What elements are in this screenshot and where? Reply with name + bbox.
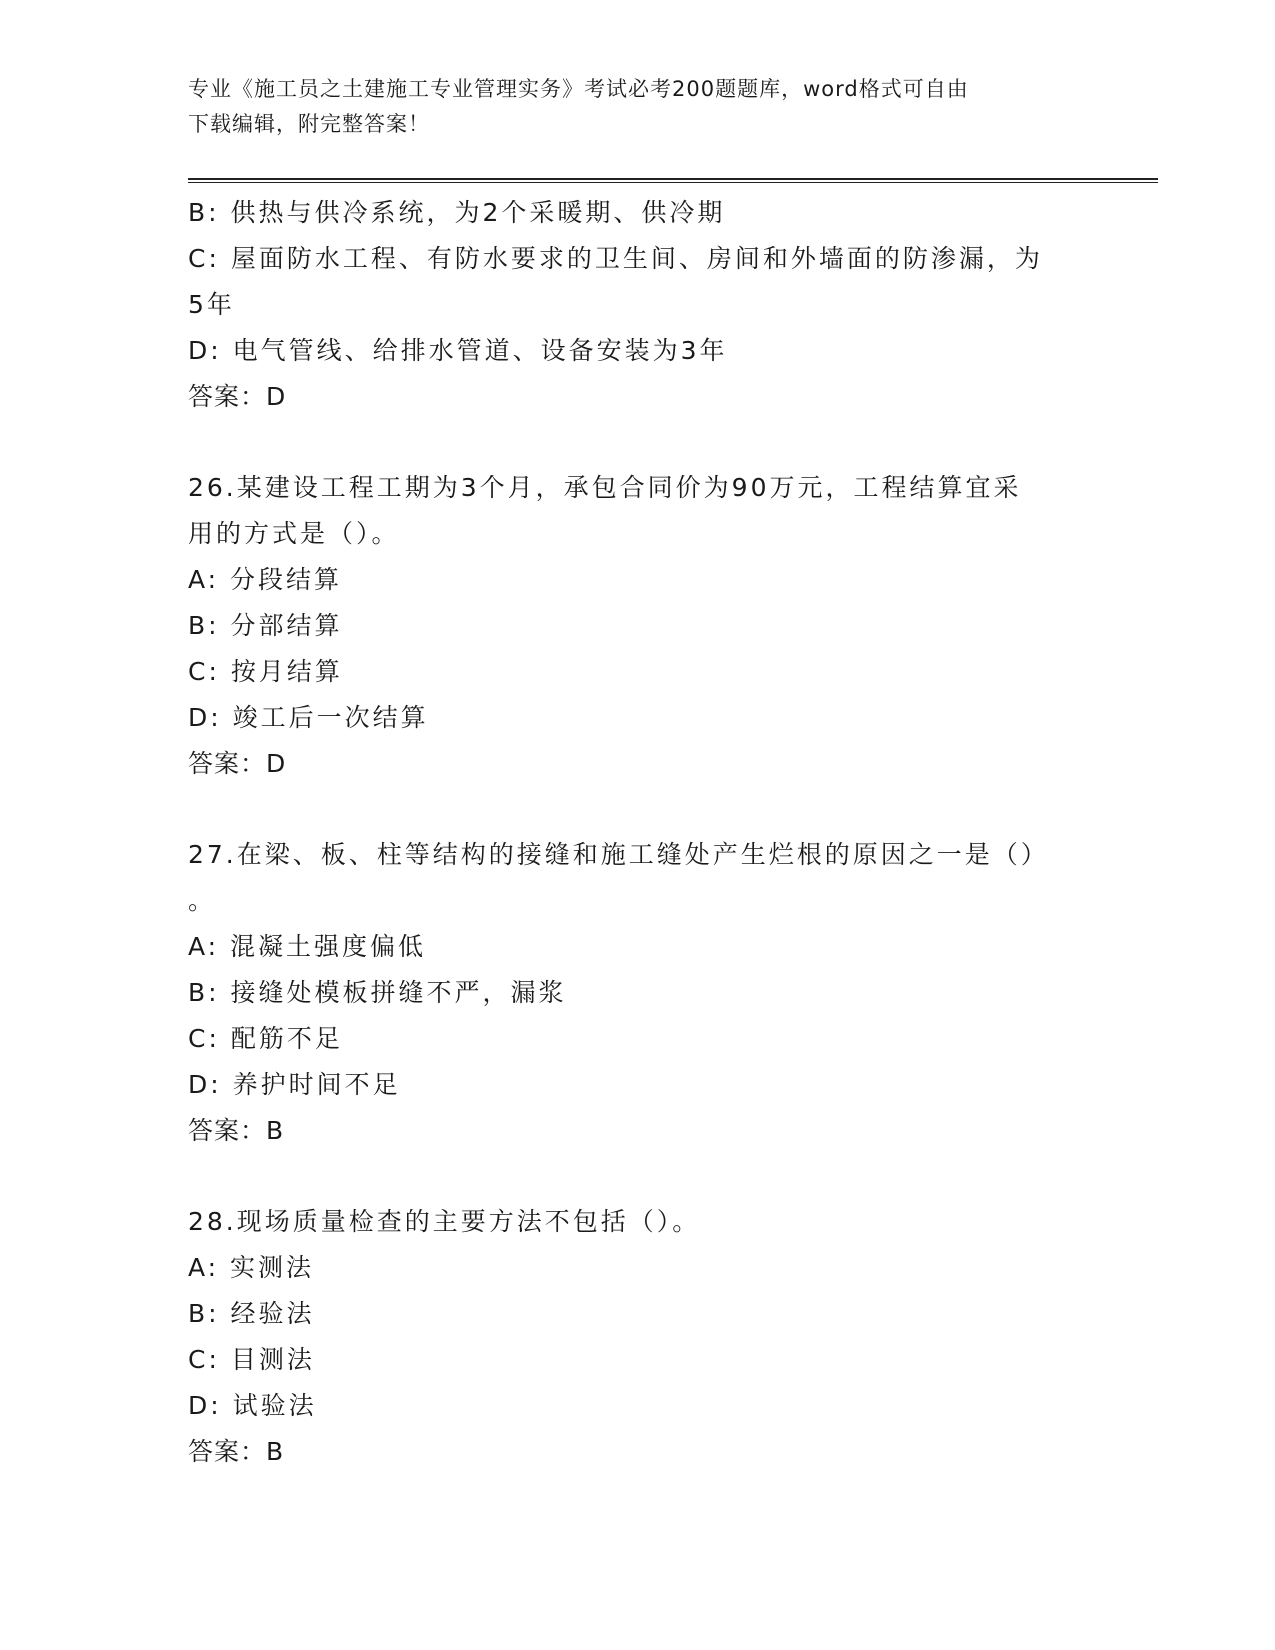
header-divider (188, 178, 1158, 183)
question-stem-line-1: 27.在梁、板、柱等结构的接缝和施工缝处产生烂根的原因之一是（） (188, 840, 1049, 869)
spacer (188, 787, 1088, 832)
option-d: D: 养护时间不足 (188, 1070, 401, 1099)
question-28 (188, 1199, 1088, 1475)
answer: 答案：D (188, 382, 287, 411)
header-title-line-1: 专业《施工员之土建施工专业管理实务》考试必考200题题库，word格式可自由 (188, 77, 969, 101)
question-stem-line-1: 28.现场质量检查的主要方法不包括（）。 (188, 1207, 701, 1236)
option-d: D: 电气管线、给排水管道、设备安装为3年 (188, 336, 728, 365)
option-a: A: 实测法 (188, 1253, 315, 1282)
question-27 (188, 832, 1088, 1154)
option-a: A: 混凝土强度偏低 (188, 932, 427, 961)
answer: 答案：B (188, 1437, 285, 1466)
option-b: B: 分部结算 (188, 611, 343, 640)
question-stem-line-1: 26.某建设工程工期为3个月，承包合同价为90万元，工程结算宜采 (188, 473, 1022, 502)
option-c-line-1: C: 屋面防水工程、有防水要求的卫生间、房间和外墙面的防渗漏，为 (188, 244, 1043, 273)
option-b: B: 经验法 (188, 1299, 315, 1328)
question-stem-line-2: 。 (188, 886, 217, 915)
option-b: B: 供热与供冷系统，为2个采暖期、供冷期 (188, 198, 726, 227)
answer: 答案：B (188, 1116, 285, 1145)
option-c-line-2: 5年 (188, 290, 235, 319)
option-c: C: 配筋不足 (188, 1024, 343, 1053)
document-header (188, 72, 1068, 142)
question-list (188, 190, 1088, 1475)
spacer (188, 420, 1088, 465)
option-a: A: 分段结算 (188, 565, 343, 594)
question-stem-line-2: 用的方式是（）。 (188, 519, 400, 548)
question-25-tail (188, 190, 1088, 420)
question-26 (188, 465, 1088, 787)
option-d: D: 竣工后一次结算 (188, 703, 429, 732)
answer: 答案：D (188, 749, 287, 778)
option-c: C: 目测法 (188, 1345, 315, 1374)
option-c: C: 按月结算 (188, 657, 343, 686)
spacer (188, 1154, 1088, 1199)
option-d: D: 试验法 (188, 1391, 317, 1420)
header-title-line-2: 下载编辑，附完整答案！ (188, 112, 430, 136)
option-b: B: 接缝处模板拼缝不严，漏浆 (188, 978, 567, 1007)
